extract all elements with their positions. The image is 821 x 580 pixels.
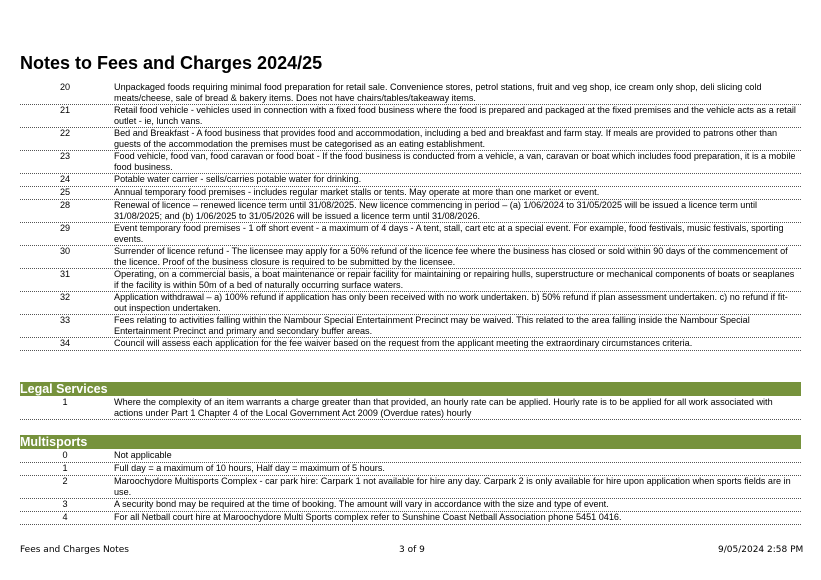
- note-number: 24: [59, 174, 71, 184]
- note-number: 34: [59, 338, 71, 348]
- legal-services-table: [20, 397, 801, 420]
- table-row: [20, 200, 801, 223]
- note-text: Where the complexity of an item warrants a charge greater than that provided, an hourly rate can be applied. Hourly rate is to be applied for all work associated with actions under Part 1 Chapter 4 of the Local Government Act 2009 (Overdue rates) hourly: [114, 397, 773, 418]
- note-text: Unpackaged foods requiring minimal food preparation for retail sale. Convenience stores, petrol stations, fruit and veg shop, ice cream only shop, deli slicing cold meats/cheese, sale of bread & bakery items. Does not have chairs/tables/takeaway items.: [114, 82, 762, 103]
- note-number: 22: [59, 128, 71, 138]
- table-row: [20, 246, 801, 269]
- note-number: 33: [59, 315, 71, 325]
- table-row: [20, 512, 801, 525]
- note-number: 28: [59, 200, 71, 210]
- table-row: [20, 499, 801, 512]
- section-title: Multisports: [20, 435, 88, 449]
- note-number: 21: [59, 105, 71, 115]
- note-text: Not applicable: [114, 450, 172, 460]
- table-row: [20, 397, 801, 420]
- note-text: Council will assess each application for the fee waiver based on the request from the applicant meeting the extraordinary circumstances criteria.: [114, 338, 693, 348]
- note-text: Food vehicle, food van, food caravan or food boat - If the food business is conducted from a vehicle, a van, caravan or boat which includes food preparation, it is a mobile food business.: [114, 151, 796, 172]
- note-text: For all Netball court hire at Maroochydore Multi Sports complex refer to Sunshine Coast Netball Association phone 5451 0416.: [114, 512, 622, 522]
- multisports-table: [20, 450, 801, 525]
- note-text: Maroochydore Multisports Complex - car park hire: Carpark 1 not available for hire any day. Carpark 2 is only available for hire upon application when sports fields are in use.: [114, 476, 791, 497]
- note-text: Fees relating to activities falling within the Nambour Special Entertainment Precinct may be waived. This related to the area falling inside the Nambour Special Entertainment Precinct and primary and secondary buffer areas.: [114, 315, 750, 336]
- table-row: [20, 476, 801, 499]
- table-row: [20, 174, 801, 187]
- table-row: [20, 292, 801, 315]
- table-row: [20, 128, 801, 151]
- note-number: 25: [59, 187, 71, 197]
- note-number: 1: [62, 397, 68, 407]
- note-text: Renewal of licence – renewed licence term until 31/08/2025. New licence commencing in period – (a) 1/06/2024 to 31/05/2025 will be issued a licence term until 31/08/2025; and (b) 1/06/2025 to 31/05/2026 will be issued a licence term until 31/08/2026.: [114, 200, 757, 221]
- note-text: Bed and Breakfast - A food business that provides food and accommodation, including a bed and breakfast and farm stay. If meals are provided to patrons other than guests of the accommodation the premises must be categorised as an eating establishment.: [114, 128, 778, 149]
- table-row: [20, 187, 801, 200]
- note-text: Surrender of licence refund - The licensee may apply for a 50% refund of the licence fee where the business has closed or sold within 90 days of the commencement of the licence. Proof of the business closure is required to be submitted by the licensee.: [114, 246, 788, 267]
- note-text: Operating, on a commercial basis, a boat maintenance or repair facility for maintaining or repairing hulls, superstructure or mechanical components of boats or seaplanes if the facility is within 50m of a bed of naturally occurring surface waters.: [114, 269, 795, 290]
- footer-timestamp: 9/05/2024 2:58 PM: [718, 545, 804, 555]
- note-number: 3: [62, 499, 68, 509]
- note-number: 23: [59, 151, 71, 161]
- table-row: [20, 223, 801, 246]
- food-notes-table: [20, 82, 801, 351]
- table-row: [20, 315, 801, 338]
- note-number: 1: [62, 463, 68, 473]
- note-number: 2: [62, 476, 68, 486]
- note-text: Event temporary food premises - 1 off short event - a maximum of 4 days - A tent, stall, cart etc at a special event. For example, food festivals, music festivals, sporting events.: [114, 223, 784, 244]
- table-row: [20, 151, 801, 174]
- table-row: [20, 105, 801, 128]
- note-number: 29: [59, 223, 71, 233]
- section-header-multisports: [20, 435, 801, 449]
- section-title: Legal Services: [20, 382, 108, 396]
- page-title: Notes to Fees and Charges 2024/25: [20, 53, 323, 73]
- table-row: [20, 463, 801, 476]
- table-row: [20, 338, 801, 351]
- note-text: Full day = a maximum of 10 hours, Half day = maximum of 5 hours.: [114, 463, 385, 473]
- footer-document-name: Fees and Charges Notes: [20, 545, 129, 555]
- note-text: A security bond may be required at the time of booking. The amount will vary in accordance with the size and type of event.: [114, 499, 609, 509]
- note-text: Retail food vehicle - vehicles used in connection with a fixed food business where the food is prepared and packaged at the fixed premises and the vehicle acts as a retail outlet - ie, lunch vans.: [114, 105, 796, 126]
- note-number: 32: [59, 292, 71, 302]
- table-row: [20, 82, 801, 105]
- note-text: Annual temporary food premises - includes regular market stalls or tents. May operate at more than one market or event.: [114, 187, 600, 197]
- note-text: Application withdrawal – a) 100% refund if application has only been received with no work undertaken. b) 50% refund if plan assessment undertaken. c) no refund if fit-out inspection undertaken.: [114, 292, 788, 313]
- footer-page-number: 3 of 9: [399, 545, 425, 555]
- table-row: [20, 450, 801, 463]
- section-header-legal-services: [20, 382, 801, 396]
- note-number: 31: [59, 269, 71, 279]
- note-number: 20: [59, 82, 71, 92]
- note-text: Potable water carrier - sells/carries potable water for drinking.: [114, 174, 362, 184]
- note-number: 30: [59, 246, 71, 256]
- table-row: [20, 269, 801, 292]
- note-number: 0: [62, 450, 68, 460]
- note-number: 4: [62, 512, 68, 522]
